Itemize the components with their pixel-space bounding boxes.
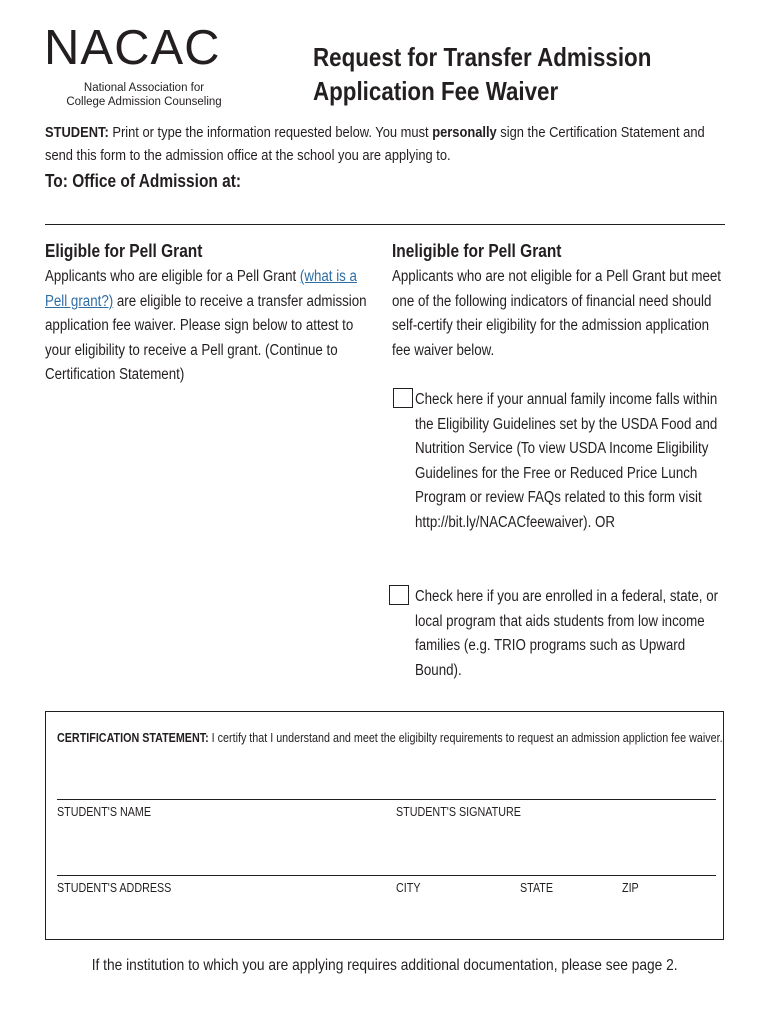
ineligible-heading: Ineligible for Pell Grant: [392, 241, 562, 261]
eligible-heading: Eligible for Pell Grant: [45, 241, 203, 261]
pell-grant-link[interactable]: (what is a Pell grant?): [45, 268, 357, 310]
student-instructions: [45, 121, 707, 167]
form-title-line2: Application Fee Waiver: [313, 76, 559, 106]
name-signature-line[interactable]: [57, 799, 716, 800]
program-enrollment-checkbox[interactable]: [389, 585, 409, 605]
form-title: [313, 40, 651, 108]
state-label: STATE: [520, 881, 554, 895]
income-guidelines-text: Check here if your annual family income falls within the Eligibility Guidelines set by the USDA Food and Nutrition Service (To view USDA Income Eligibility Guidelines for the Free or Reduced Price Lunch Program or review FAQs related to this form visit http://bit.ly/NACACfeewaiver). OR: [415, 391, 718, 531]
student-address-label: STUDENT'S ADDRESS: [57, 881, 172, 895]
ineligible-text: Applicants who are not eligible for a Pell Grant but meet one of the following indicators of financial need should self-certify their eligibility for the admission application fee waiver below.: [392, 268, 721, 359]
logo-subtitle: [60, 81, 228, 109]
student-signature-label: STUDENT'S SIGNATURE: [396, 805, 521, 819]
instructions-text1: Print or type the information requested below. You must: [108, 124, 433, 141]
student-label: STUDENT:: [45, 124, 109, 141]
footer-text: If the institution to which you are applying requires additional documentation, please see page 2.: [92, 957, 678, 974]
nacac-logo: NACAC: [44, 21, 221, 75]
certification-text: I certify that I understand and meet the eligibilty requirements to request an admission appliction fee waiver.: [208, 731, 723, 745]
city-label: CITY: [396, 881, 421, 895]
certification-statement: [57, 731, 723, 745]
certification-label: CERTIFICATION STATEMENT:: [57, 731, 209, 745]
program-enrollment-text: Check here if you are enrolled in a federal, state, or local program that aids students from low income families (e.g. TRIO programs such as Upward Bound).: [415, 588, 719, 679]
to-office-label: To: Office of Admission at:: [45, 171, 242, 191]
logo-subtitle-line2: College Admission Counseling: [66, 96, 222, 108]
logo-subtitle-line1: National Association for: [83, 82, 205, 94]
zip-label: ZIP: [622, 881, 639, 895]
instructions-emphasis: personally: [432, 124, 497, 141]
certification-box: [45, 711, 724, 940]
form-title-line1: Request for Transfer Admission: [313, 42, 652, 72]
eligible-text2: are eligible to receive a transfer admission application fee waiver. Please sign below to attest to your eligibility to receive a Pell grant. (Continue to Certification Statement): [45, 292, 367, 383]
eligible-text: [45, 265, 369, 388]
address-line[interactable]: [57, 875, 716, 876]
footer-note: [0, 957, 770, 975]
eligible-text1: Applicants who are eligible for a Pell Grant: [45, 268, 300, 285]
office-name-field-line[interactable]: [45, 224, 725, 225]
income-guidelines-checkbox[interactable]: [393, 388, 413, 408]
student-name-label: STUDENT'S NAME: [57, 805, 152, 819]
instructions-text2: sign the Certification Statement and send this form to the admission office at the school you are applying to.: [45, 124, 705, 164]
